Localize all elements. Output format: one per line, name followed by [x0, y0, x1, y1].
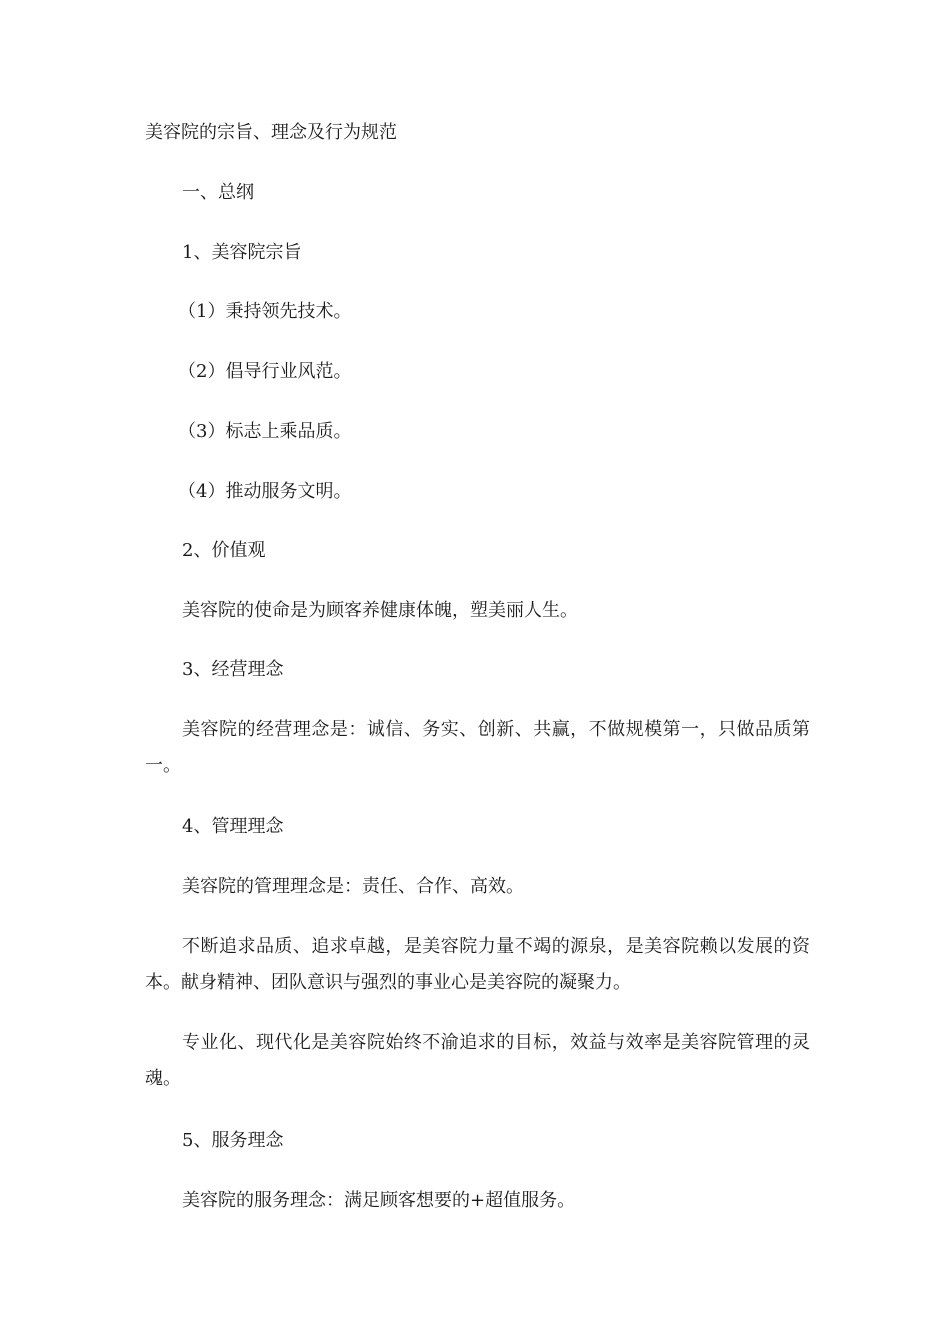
purpose-item-3: （3）标志上乘品质。	[178, 421, 352, 442]
document-title: 美容院的宗旨、理念及行为规范	[145, 122, 397, 143]
purpose-heading: 1、美容院宗旨	[182, 242, 302, 263]
purpose-item-2: （2）倡导行业风范。	[178, 361, 352, 382]
outline-heading: 一、总纲	[182, 182, 254, 203]
management-paragraph-2: 专业化、现代化是美容院始终不渝追求的目标，效益与效率是美容院管理的灵魂。	[145, 1032, 810, 1089]
service-heading: 5、服务理念	[182, 1130, 284, 1151]
business-text: 美容院的经营理念是：诚信、务实、创新、共赢，不做规模第一，只做品质第一。	[145, 719, 810, 776]
values-heading: 2、价值观	[182, 540, 266, 561]
management-text: 美容院的管理理念是：责任、合作、高效。	[182, 876, 524, 897]
management-heading: 4、管理理念	[182, 816, 284, 837]
purpose-item-4: （4）推动服务文明。	[178, 481, 352, 502]
management-paragraph-1: 不断追求品质、追求卓越，是美容院力量不竭的源泉，是美容院赖以发展的资本。献身精神、团队意识与强烈的事业心是美容院的凝聚力。	[145, 936, 810, 993]
business-heading: 3、经营理念	[182, 659, 284, 680]
purpose-item-1: （1）秉持领先技术。	[178, 301, 352, 322]
values-text: 美容院的使命是为顾客养健康体魄，塑美丽人生。	[182, 600, 578, 621]
service-text: 美容院的服务理念：满足顾客想要的+超值服务。	[182, 1190, 576, 1211]
